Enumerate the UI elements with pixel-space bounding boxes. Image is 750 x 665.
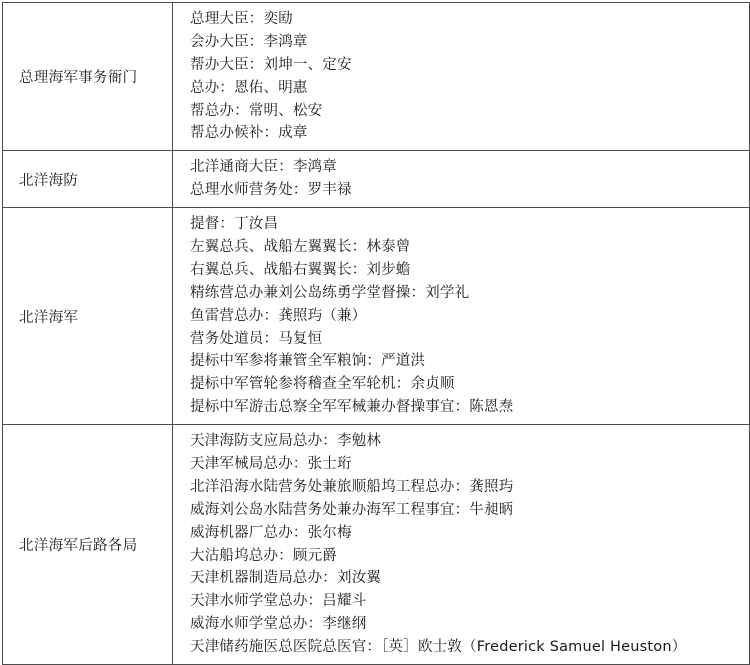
category-cell: 北洋海军后路各局	[3, 425, 173, 665]
position-entry: 天津储药施医总医院总医官：［英］欧士敦（Frederick Samuel Heuston）	[190, 639, 687, 656]
position-entry: 天津机器制造局总办：刘汝翼	[190, 570, 382, 587]
position-entry: 威海水师学堂总办：李继纲	[190, 616, 367, 633]
entries-cell	[173, 208, 750, 425]
position-entry: 提标中军管轮参将稽查全军轮机：余贞顺	[190, 376, 455, 393]
position-entry: 提督：丁汝昌	[190, 216, 279, 233]
table-row	[3, 208, 750, 425]
position-entry: 北洋通商大臣：李鸿章	[190, 159, 337, 176]
position-entry: 精练营总办兼刘公岛练勇学堂督操：刘学礼	[190, 284, 470, 301]
table-row	[3, 151, 750, 208]
category-cell: 总理海军事务衙门	[3, 3, 173, 151]
position-entry: 鱼雷营总办：龚照玙（兼）	[190, 307, 367, 324]
position-entry: 左翼总兵、战船左翼翼长：林泰曾	[190, 239, 411, 256]
position-entry: 帮总办：常明、松安	[190, 102, 323, 119]
entries-cell	[173, 3, 750, 151]
position-entry: 天津海防支应局总办：李勉林	[190, 433, 382, 450]
category-cell: 北洋海防	[3, 151, 173, 208]
table-row	[3, 425, 750, 665]
position-entry: 总理大臣：奕劻	[190, 11, 293, 27]
position-entry: 北洋沿海水陆营务处兼旅顺船坞工程总办：龚照玙	[190, 478, 514, 495]
position-entry: 大沽船坞总办：顾元爵	[190, 547, 337, 564]
position-entry: 天津水师学堂总办：吕耀斗	[190, 593, 367, 610]
position-entry: 会办大臣：李鸿章	[190, 33, 308, 50]
position-entry: 总理水师营务处：罗丰禄	[190, 182, 352, 199]
position-entry: 威海刘公岛水陆营务处兼办海军工程事宜：牛昶昞	[190, 501, 514, 518]
position-entry: 威海机器厂总办：张尔梅	[190, 524, 352, 541]
position-entry: 提标中军游击总察全军军械兼办督操事宜：陈恩焘	[190, 399, 514, 416]
position-entry: 帮办大臣：刘坤一、定安	[190, 56, 352, 73]
position-entry: 提标中军参将兼管全军粮饷：严道洪	[190, 353, 426, 370]
category-cell: 北洋海军	[3, 208, 173, 425]
organization-table-body	[3, 3, 750, 665]
entries-cell	[173, 425, 750, 665]
position-entry: 营务处道员：马复恒	[190, 330, 323, 347]
position-entry: 总办：恩佑、明惠	[190, 79, 308, 96]
position-entry: 帮总办候补：成章	[190, 125, 308, 142]
table-row	[3, 3, 750, 151]
organization-table	[2, 2, 750, 665]
position-entry: 天津军械局总办：张士珩	[190, 456, 352, 473]
position-entry: 右翼总兵、战船右翼翼长：刘步蟾	[190, 261, 411, 278]
entries-cell	[173, 151, 750, 208]
